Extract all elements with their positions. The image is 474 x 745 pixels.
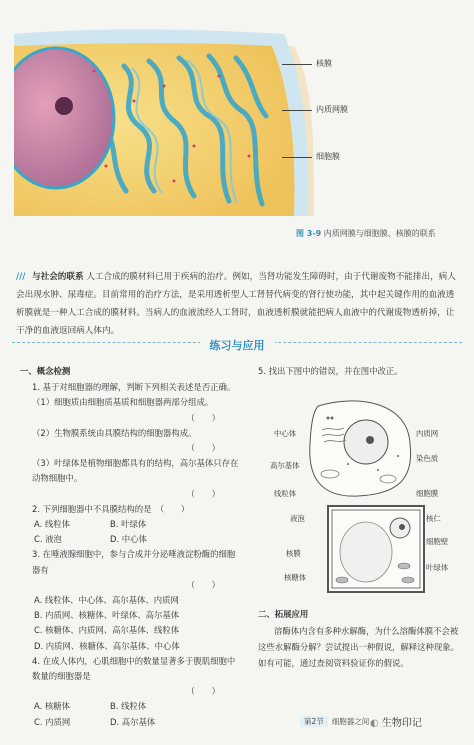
- label-vacuole: 液泡: [290, 514, 305, 523]
- leader-line: [282, 157, 312, 158]
- leader-line: [282, 64, 312, 65]
- question-2-text: 2. 下列细胞器中不具膜结构的是: [32, 503, 152, 514]
- option: A. 核糖体: [34, 701, 71, 712]
- society-paragraph: [16, 268, 458, 340]
- figure-caption: [296, 228, 436, 239]
- wechat-watermark: [370, 714, 422, 729]
- option: C. 核糖体、内质网、高尔基体、线粒体: [34, 625, 180, 636]
- left-column: [20, 364, 242, 730]
- option: D. 高尔基体: [110, 716, 156, 727]
- question-2: [20, 502, 242, 517]
- label-mitochondria: 线粒体: [274, 489, 297, 498]
- option: C. 内质网: [34, 716, 71, 727]
- question-1-2: （2）生物膜系统由具膜结构的细胞器构成。: [32, 427, 197, 438]
- option: B. 内质网、核糖体、叶绿体、高尔基体: [34, 610, 180, 621]
- plant-cell: [328, 506, 424, 592]
- animal-cell: [310, 401, 411, 496]
- answer-blank: （ ）: [186, 579, 220, 590]
- answer-blank: （ ）: [186, 412, 220, 423]
- option: A. 线粒体、中心体、高尔基体、内质网: [34, 595, 179, 606]
- wechat-icon: ◐: [370, 718, 379, 729]
- label-cell-membrane: 细胞膜: [316, 152, 340, 161]
- stripes-icon: ///: [16, 272, 26, 282]
- option: D. 内质网、核糖体、高尔基体、中心体: [34, 640, 180, 651]
- footer-title: 细胞器之间: [331, 717, 370, 726]
- label-er: 内质网: [416, 429, 439, 438]
- cell-illustration: [14, 6, 462, 228]
- question-5: 5. 找出下图中的错误，并在图中改正。: [258, 366, 403, 376]
- options-row: [20, 532, 242, 547]
- label-chloroplast: 叶绿体: [426, 563, 449, 572]
- answer-blank: （ ）: [186, 488, 220, 499]
- wechat-account: 生物印记: [381, 718, 422, 729]
- option: D. 中心体: [110, 534, 147, 545]
- leader-line: [282, 110, 312, 111]
- question-1: 1. 基于对细胞器的理解，判断下列相关表述是否正确。: [32, 382, 236, 393]
- answer-blank: （ ）: [159, 503, 190, 514]
- question-4: 4. 在成人体内，心肌细胞中的数量显著多于腹肌细胞中数量的细胞器是: [32, 655, 236, 682]
- label-ribosome: 核糖体: [284, 573, 307, 582]
- heading-concept-check: 一、概念检测: [20, 366, 71, 376]
- question-1-3: （3）叶绿体是植物细胞都具有的结构，高尔基体只存在动物细胞中。: [32, 458, 239, 484]
- label-nucleolus: 核仁: [426, 514, 441, 523]
- options-row: [20, 517, 242, 532]
- options-row: [20, 699, 242, 714]
- right-column: [258, 364, 464, 379]
- label-nuclear-membrane: 核膜: [286, 549, 301, 558]
- label-cell-membrane: 细胞膜: [416, 489, 439, 498]
- society-text: 人工合成的膜材料已用于疾病的治疗。例如，当肾功能发生障碍时，由于代谢废物不能排出，病人会出现水肿、尿毒症。目前常用的治疗方法，是采用透析型人工肾替代病变的肾行使功能，其中起关键作用的血液透析膜就是一种人工合成的膜材料。当病人的血液流经人工肾时，血液透析膜就能把病人血液中的代谢废物透析掉，让干净的血液返回病人体内。: [16, 272, 456, 336]
- option: C. 液泡: [34, 534, 62, 545]
- caption-number: 图 3-9: [296, 229, 322, 238]
- section-title-text: 练习与应用: [200, 339, 275, 352]
- answer-blank: （ ）: [186, 443, 220, 454]
- option: A. 线粒体: [34, 519, 71, 530]
- section-title: [0, 334, 474, 353]
- question-1-1: （1）细胞质由细胞质基质和细胞器两部分组成。: [32, 397, 214, 408]
- option: B. 叶绿体: [110, 519, 147, 530]
- caption-text: 内质网膜与细胞膜、核膜的联系: [323, 229, 436, 238]
- label-er: 内质网膜: [316, 105, 348, 114]
- heading-extension: 二、拓展应用: [258, 609, 309, 619]
- footer-section: 第2节: [300, 716, 328, 727]
- page-footer: [300, 716, 369, 727]
- extension-section: [258, 606, 464, 671]
- figure-er-connection: [14, 6, 462, 228]
- label-cell-wall: 细胞壁: [426, 537, 449, 546]
- label-centrosome: 中心体: [274, 429, 297, 438]
- options-row: [20, 715, 242, 730]
- label-golgi: 高尔基体: [270, 461, 300, 470]
- label-chromatin: 染色质: [416, 454, 439, 463]
- question-3: 3. 在唾液腺细胞中，参与合成并分泌唾液淀粉酶的细胞器有: [32, 549, 236, 575]
- extension-text: 溶酶体内含有多种水解酶，为什么溶酶体膜不会被这些水解酶分解？尝试提出一种假说，解释这种现象。如有可能，通过查阅资料验证你的假说。: [258, 626, 459, 668]
- society-tag: 与社会的联系: [32, 272, 84, 282]
- label-nuclear-membrane: 核膜: [316, 59, 332, 68]
- answer-blank: （ ）: [186, 686, 220, 697]
- option: B. 线粒体: [110, 701, 147, 712]
